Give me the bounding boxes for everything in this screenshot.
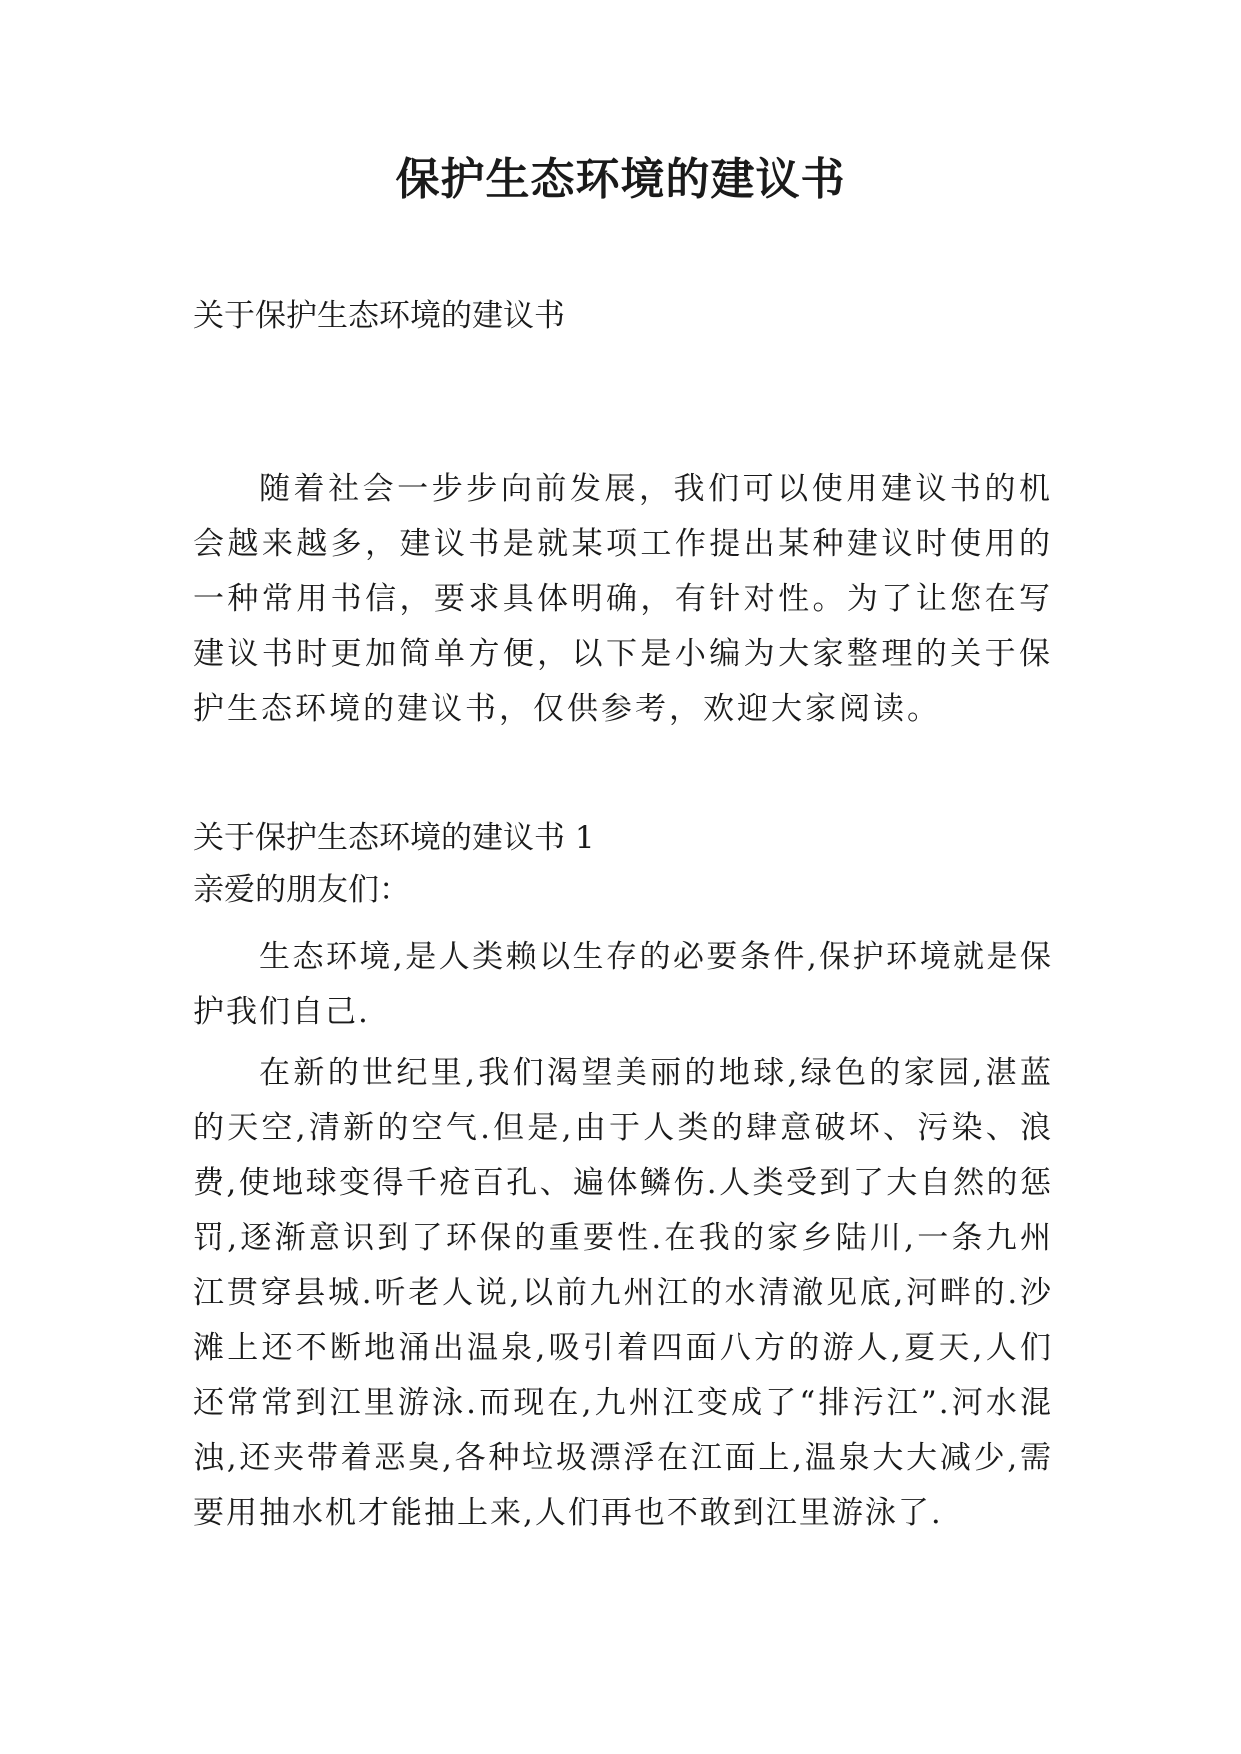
- body-paragraph: 在新的世纪里,我们渴望美丽的地球,绿色的家园,湛蓝的天空,清新的空气.但是,由于人类的肆意破坏、污染、浪费,使地球变得千疮百孔、遍体鳞伤.人类受到了大自然的惩罚,逐渐意识到了环保的重要性.在我的家乡陆川,一条九州江贯穿县城.听老人说,以前九州江的水清澈见底,河畔的.沙滩上还不断地涌出温泉,吸引着四面八方的游人,夏天,人们还常常到江里游泳.而现在,九州江变成了“排污江”.河水混浊,还夹带着恶臭,各种垃圾漂浮在江面上,温泉大大减少,需要用抽水机才能抽上来,人们再也不敢到江里游泳了.: [193, 1055, 1053, 1531]
- section-title: 关于保护生态环境的建议书 1: [193, 820, 595, 856]
- document-subtitle: 关于保护生态环境的建议书: [193, 298, 565, 334]
- intro-paragraph: 随着社会一步步向前发展，我们可以使用建议书的机会越来越多，建议书是就某项工作提出某种建议时使用的一种常用书信，要求具体明确，有针对性。为了让您在写建议书时更加简单方便，以下是小编为大家整理的关于保护生态环境的建议书，仅供参考，欢迎大家阅读。: [193, 471, 1053, 727]
- document-title: 保护生态环境的建议书: [395, 154, 846, 205]
- body-paragraph: 生态环境,是人类赖以生存的必要条件,保护环境就是保护我们自己.: [193, 939, 1053, 1030]
- greeting: 亲爱的朋友们：: [193, 872, 410, 908]
